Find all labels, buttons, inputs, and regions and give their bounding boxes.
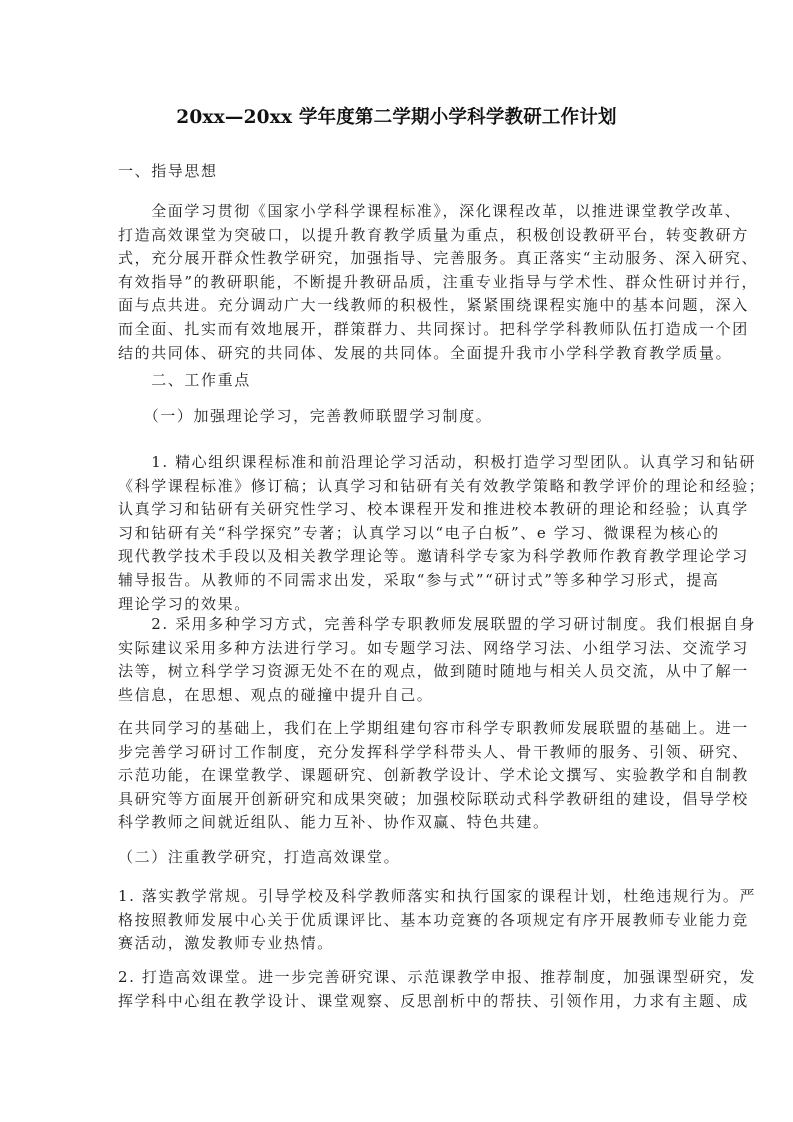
paragraph-common-study <box>118 717 749 835</box>
text-line: 全面学习贯彻《国家小学科学课程标准》，深化课程改革，以推进课堂教学改革、 <box>118 202 742 220</box>
text-line: 格按照教师发展中心关于优质课评比、基本功竞赛的各项规定有序开展教师专业能力竞 <box>118 910 749 929</box>
text-line: 示范功能，在课堂教学、课题研究、创新教学设计、学术论文撰写、实验教学和自制教 <box>118 766 749 785</box>
text-line: （二）注重教学研究，打造高效课堂。 <box>118 848 401 866</box>
text-line: 法等，树立科学学习资源无处不在的观点，做到随时随地与相关人员交流，从中了解一 <box>118 662 749 681</box>
text-line: （一）加强理论学习，完善教师联盟学习制度。 <box>118 407 493 425</box>
text-line: 步完善学习研讨工作制度，充分发挥科学学科带头人、骨干教师的服务、引领、研究、 <box>118 742 749 761</box>
text-line: 一、指导思想 <box>118 162 218 180</box>
text-line: 科学教师之间就近组队、能力互补、协作双赢、特色共建。 <box>118 813 550 832</box>
text-line: 2. 打造高效课堂。进一步完善研究课、示范课教学申报、推荐制度，加强课型研究，发 <box>118 968 757 986</box>
text-line: 面与点共进。充分调动广大一线教师的积极性，紧紧围绕课程实施中的基本问题，深入 <box>118 296 749 315</box>
document-title: 20xx—20xx 学年度第二学期小学科学教研工作计划 <box>176 107 617 128</box>
text-line: 有效指导”的教研职能，不断提升教研品质，注重专业指导与学术性、群众性研讨并行， <box>118 272 759 291</box>
section-heading-work-focus <box>118 369 678 393</box>
section-heading-guiding-thought <box>118 160 678 184</box>
text-line: 赛活动，激发教师专业热情。 <box>118 934 334 953</box>
text-line: 理论学习的效果。 <box>118 594 251 613</box>
text-line: 实际建议采用多种方法进行学习。如专题学习法、网络学习法、小组学习法、交流学习 <box>118 638 749 657</box>
text-line: 挥学科中心组在教学设计、课堂观察、反思剖析中的帮扶、引领作用，力求有主题、成 <box>118 991 749 1010</box>
text-line: 辅导报告。从教师的不同需求出发，采取“参与式”“研讨式”等多种学习形式，提高 <box>118 570 720 589</box>
text-line: 而全面、扎实而有效地展开，群策群力、共同探讨。把科学学科教师队伍打造成一个团 <box>118 319 749 338</box>
paragraph-guiding-thought <box>118 200 759 365</box>
text-line: 结的共同体、研究的共同体、发展的共同体。全面提升我市小学科学教育教学质量。 <box>118 343 733 362</box>
paragraph-item-1 <box>118 451 766 616</box>
text-line: 在共同学习的基础上，我们在上学期组建句容市科学专职教师发展联盟的基础上。进一 <box>118 719 749 737</box>
text-line: 《科学课程标准》修订稿；认真学习和钻研有关有效教学策略和教学评价的理论和经验； <box>118 476 766 495</box>
text-line: 现代教学技术手段以及相关教学理论等。邀请科学专家为科学教师作教育教学理论学习 <box>118 547 749 566</box>
text-line: 打造高效课堂为突破口，以提升教育教学质量为重点，积极创设教研平台，转变教研方 <box>118 225 749 244</box>
subheading-theory-study <box>118 405 678 429</box>
text-line: 认真学习和钻研有关研究性学习、校本课程开发和推进校本教研的理论和经验；认真学 <box>118 500 749 519</box>
text-line: 1. 落实教学常规。引导学校及科学教师落实和执行国家的课程计划，杜绝违规行为。严 <box>118 887 757 905</box>
subheading-teaching-research <box>118 846 678 870</box>
text-line: 式，充分展开群众性教学研究，加强指导、完善服务。真正落实“主动服务、深入研究、 <box>118 249 759 268</box>
text-line: 2. 采用多种学习方式，完善科学专职教师发展联盟的学习研讨制度。我们根据自身 <box>118 615 757 633</box>
paragraph-item-2 <box>118 613 757 707</box>
text-line: 具研究等方面展开创新研究和成果突破；加强校际联动式科学教研组的建设，倡导学校 <box>118 789 749 808</box>
paragraph-teaching-routine <box>118 885 757 956</box>
text-line: 二、工作重点 <box>118 371 251 389</box>
paragraph-efficient-classroom <box>118 966 757 1013</box>
text-line: 习和钻研有关“科学探究”专著；认真学习以“电子白板”、e 学习、微课程为核心的 <box>118 523 720 542</box>
text-line: 1. 精心组织课程标准和前沿理论学习活动，积极打造学习型团队。认真学习和钻研 <box>118 453 757 471</box>
text-line: 些信息，在思想、观点的碰撞中提升自己。 <box>118 685 434 704</box>
